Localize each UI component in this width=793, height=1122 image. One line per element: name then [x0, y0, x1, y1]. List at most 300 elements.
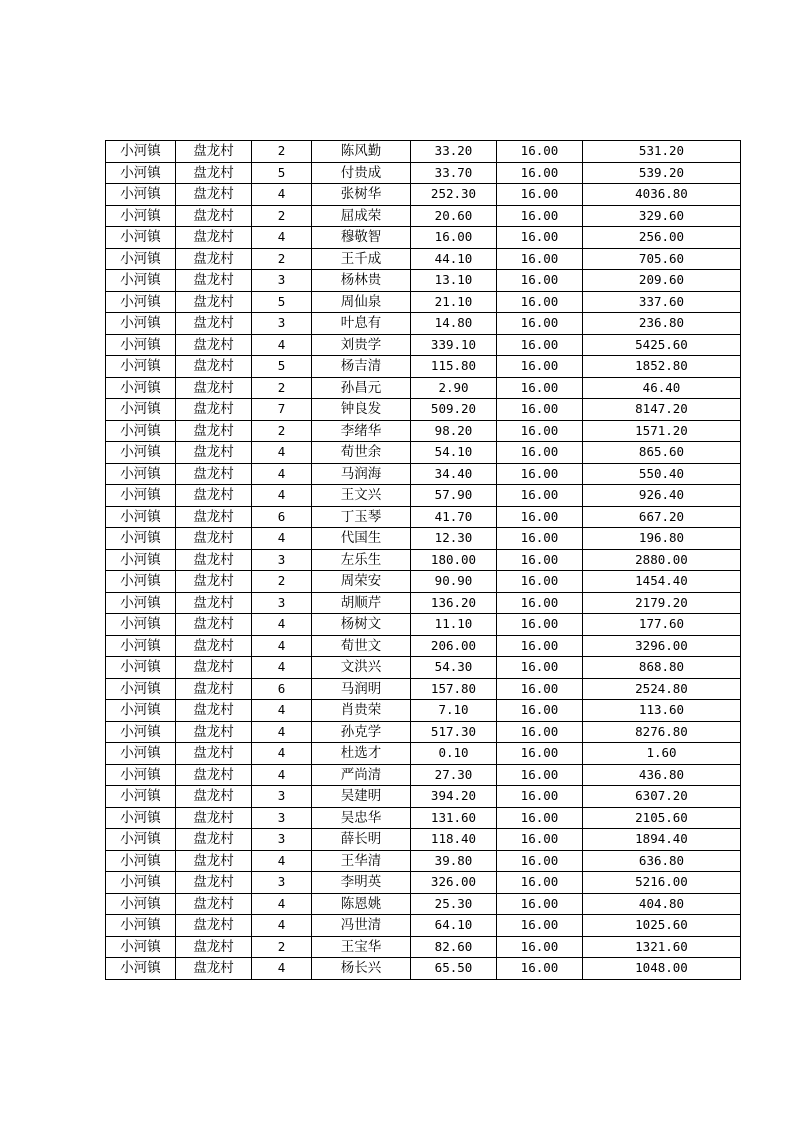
person-name-cell: 刘贵学 — [312, 334, 411, 356]
town-cell: 小河镇 — [106, 334, 176, 356]
table-row — [106, 678, 741, 700]
area-cell: 339.10 — [411, 334, 497, 356]
area-cell: 118.40 — [411, 829, 497, 851]
household-size-cell: 6 — [252, 678, 312, 700]
table-row — [106, 872, 741, 894]
table-row — [106, 141, 741, 163]
rate-cell: 16.00 — [497, 958, 583, 980]
table-row — [106, 334, 741, 356]
table-row — [106, 227, 741, 249]
town-cell: 小河镇 — [106, 764, 176, 786]
table-row — [106, 786, 741, 808]
amount-cell: 337.60 — [583, 291, 741, 313]
rate-cell: 16.00 — [497, 399, 583, 421]
town-cell: 小河镇 — [106, 614, 176, 636]
village-cell: 盘龙村 — [176, 313, 252, 335]
rate-cell: 16.00 — [497, 334, 583, 356]
table-row — [106, 356, 741, 378]
amount-cell: 2105.60 — [583, 807, 741, 829]
village-cell: 盘龙村 — [176, 657, 252, 679]
table-row — [106, 614, 741, 636]
person-name-cell: 马润海 — [312, 463, 411, 485]
area-cell: 509.20 — [411, 399, 497, 421]
household-size-cell: 2 — [252, 571, 312, 593]
rate-cell: 16.00 — [497, 678, 583, 700]
amount-cell: 539.20 — [583, 162, 741, 184]
amount-cell: 667.20 — [583, 506, 741, 528]
area-cell: 2.90 — [411, 377, 497, 399]
rate-cell: 16.00 — [497, 291, 583, 313]
person-name-cell: 李明英 — [312, 872, 411, 894]
table-row — [106, 528, 741, 550]
rate-cell: 16.00 — [497, 850, 583, 872]
household-size-cell: 4 — [252, 721, 312, 743]
person-name-cell: 周荣安 — [312, 571, 411, 593]
village-cell: 盘龙村 — [176, 528, 252, 550]
town-cell: 小河镇 — [106, 635, 176, 657]
village-cell: 盘龙村 — [176, 506, 252, 528]
village-cell: 盘龙村 — [176, 571, 252, 593]
table-row — [106, 162, 741, 184]
amount-cell: 196.80 — [583, 528, 741, 550]
person-name-cell: 陈恩姚 — [312, 893, 411, 915]
area-cell: 41.70 — [411, 506, 497, 528]
area-cell: 157.80 — [411, 678, 497, 700]
town-cell: 小河镇 — [106, 442, 176, 464]
town-cell: 小河镇 — [106, 162, 176, 184]
table-row — [106, 700, 741, 722]
person-name-cell: 王千成 — [312, 248, 411, 270]
town-cell: 小河镇 — [106, 463, 176, 485]
town-cell: 小河镇 — [106, 721, 176, 743]
village-cell: 盘龙村 — [176, 184, 252, 206]
person-name-cell: 王宝华 — [312, 936, 411, 958]
table-row — [106, 936, 741, 958]
table-row — [106, 807, 741, 829]
household-size-cell: 2 — [252, 205, 312, 227]
rate-cell: 16.00 — [497, 141, 583, 163]
table-row — [106, 915, 741, 937]
table-row — [106, 743, 741, 765]
amount-cell: 8276.80 — [583, 721, 741, 743]
household-size-cell: 4 — [252, 958, 312, 980]
village-cell: 盘龙村 — [176, 270, 252, 292]
village-cell: 盘龙村 — [176, 850, 252, 872]
area-cell: 39.80 — [411, 850, 497, 872]
person-name-cell: 陈风勤 — [312, 141, 411, 163]
table-row — [106, 571, 741, 593]
person-name-cell: 钟良发 — [312, 399, 411, 421]
town-cell: 小河镇 — [106, 807, 176, 829]
village-cell: 盘龙村 — [176, 893, 252, 915]
rate-cell: 16.00 — [497, 807, 583, 829]
area-cell: 90.90 — [411, 571, 497, 593]
table-row — [106, 399, 741, 421]
household-size-cell: 2 — [252, 420, 312, 442]
amount-cell: 236.80 — [583, 313, 741, 335]
village-cell: 盘龙村 — [176, 807, 252, 829]
person-name-cell: 文洪兴 — [312, 657, 411, 679]
amount-cell: 1571.20 — [583, 420, 741, 442]
rate-cell: 16.00 — [497, 356, 583, 378]
table-row — [106, 850, 741, 872]
town-cell: 小河镇 — [106, 420, 176, 442]
amount-cell: 926.40 — [583, 485, 741, 507]
household-size-cell: 4 — [252, 184, 312, 206]
rate-cell: 16.00 — [497, 700, 583, 722]
town-cell: 小河镇 — [106, 958, 176, 980]
table-row — [106, 635, 741, 657]
table-row — [106, 958, 741, 980]
area-cell: 21.10 — [411, 291, 497, 313]
person-name-cell: 代国生 — [312, 528, 411, 550]
town-cell: 小河镇 — [106, 506, 176, 528]
household-size-cell: 4 — [252, 893, 312, 915]
area-cell: 14.80 — [411, 313, 497, 335]
rate-cell: 16.00 — [497, 829, 583, 851]
household-size-cell: 4 — [252, 334, 312, 356]
village-cell: 盘龙村 — [176, 334, 252, 356]
rate-cell: 16.00 — [497, 485, 583, 507]
person-name-cell: 肖贵荣 — [312, 700, 411, 722]
area-cell: 13.10 — [411, 270, 497, 292]
town-cell: 小河镇 — [106, 291, 176, 313]
table-row — [106, 592, 741, 614]
village-cell: 盘龙村 — [176, 614, 252, 636]
household-size-cell: 4 — [252, 915, 312, 937]
household-size-cell: 3 — [252, 829, 312, 851]
amount-cell: 1025.60 — [583, 915, 741, 937]
amount-cell: 1321.60 — [583, 936, 741, 958]
rate-cell: 16.00 — [497, 635, 583, 657]
household-size-cell: 4 — [252, 227, 312, 249]
household-size-cell: 3 — [252, 807, 312, 829]
person-name-cell: 薛长明 — [312, 829, 411, 851]
amount-cell: 2880.00 — [583, 549, 741, 571]
household-size-cell: 4 — [252, 463, 312, 485]
village-cell: 盘龙村 — [176, 958, 252, 980]
town-cell: 小河镇 — [106, 936, 176, 958]
town-cell: 小河镇 — [106, 356, 176, 378]
village-cell: 盘龙村 — [176, 356, 252, 378]
area-cell: 11.10 — [411, 614, 497, 636]
area-cell: 64.10 — [411, 915, 497, 937]
amount-cell: 636.80 — [583, 850, 741, 872]
household-size-cell: 5 — [252, 291, 312, 313]
household-size-cell: 4 — [252, 442, 312, 464]
area-cell: 33.20 — [411, 141, 497, 163]
area-cell: 54.10 — [411, 442, 497, 464]
area-cell: 25.30 — [411, 893, 497, 915]
village-cell: 盘龙村 — [176, 700, 252, 722]
area-cell: 0.10 — [411, 743, 497, 765]
household-size-cell: 4 — [252, 528, 312, 550]
town-cell: 小河镇 — [106, 141, 176, 163]
area-cell: 252.30 — [411, 184, 497, 206]
household-size-cell: 4 — [252, 635, 312, 657]
table-row — [106, 463, 741, 485]
rate-cell: 16.00 — [497, 936, 583, 958]
area-cell: 7.10 — [411, 700, 497, 722]
village-cell: 盘龙村 — [176, 635, 252, 657]
amount-cell: 4036.80 — [583, 184, 741, 206]
table-row — [106, 420, 741, 442]
table-row — [106, 506, 741, 528]
village-cell: 盘龙村 — [176, 721, 252, 743]
village-cell: 盘龙村 — [176, 463, 252, 485]
rate-cell: 16.00 — [497, 377, 583, 399]
area-cell: 115.80 — [411, 356, 497, 378]
village-cell: 盘龙村 — [176, 227, 252, 249]
amount-cell: 1048.00 — [583, 958, 741, 980]
rate-cell: 16.00 — [497, 506, 583, 528]
table-row — [106, 485, 741, 507]
town-cell: 小河镇 — [106, 850, 176, 872]
area-cell: 98.20 — [411, 420, 497, 442]
table-row — [106, 829, 741, 851]
table-row — [106, 248, 741, 270]
person-name-cell: 马润明 — [312, 678, 411, 700]
household-size-cell: 3 — [252, 549, 312, 571]
rate-cell: 16.00 — [497, 571, 583, 593]
person-name-cell: 严尚清 — [312, 764, 411, 786]
person-name-cell: 王华清 — [312, 850, 411, 872]
village-cell: 盘龙村 — [176, 764, 252, 786]
amount-cell: 1894.40 — [583, 829, 741, 851]
amount-cell: 2524.80 — [583, 678, 741, 700]
household-size-cell: 4 — [252, 743, 312, 765]
table-row — [106, 205, 741, 227]
rate-cell: 16.00 — [497, 893, 583, 915]
household-size-cell: 5 — [252, 162, 312, 184]
household-size-cell: 3 — [252, 872, 312, 894]
table-row — [106, 893, 741, 915]
village-cell: 盘龙村 — [176, 872, 252, 894]
amount-cell: 46.40 — [583, 377, 741, 399]
village-cell: 盘龙村 — [176, 786, 252, 808]
village-cell: 盘龙村 — [176, 549, 252, 571]
household-size-cell: 4 — [252, 764, 312, 786]
town-cell: 小河镇 — [106, 592, 176, 614]
rate-cell: 16.00 — [497, 463, 583, 485]
person-name-cell: 杨树文 — [312, 614, 411, 636]
amount-cell: 8147.20 — [583, 399, 741, 421]
rate-cell: 16.00 — [497, 786, 583, 808]
town-cell: 小河镇 — [106, 270, 176, 292]
household-size-cell: 4 — [252, 485, 312, 507]
data-table — [105, 140, 741, 980]
amount-cell: 404.80 — [583, 893, 741, 915]
person-name-cell: 叶息有 — [312, 313, 411, 335]
town-cell: 小河镇 — [106, 549, 176, 571]
table-row — [106, 377, 741, 399]
amount-cell: 531.20 — [583, 141, 741, 163]
household-size-cell: 3 — [252, 270, 312, 292]
village-cell: 盘龙村 — [176, 420, 252, 442]
village-cell: 盘龙村 — [176, 678, 252, 700]
rate-cell: 16.00 — [497, 184, 583, 206]
household-size-cell: 2 — [252, 248, 312, 270]
town-cell: 小河镇 — [106, 893, 176, 915]
rate-cell: 16.00 — [497, 915, 583, 937]
amount-cell: 1852.80 — [583, 356, 741, 378]
person-name-cell: 李绪华 — [312, 420, 411, 442]
area-cell: 65.50 — [411, 958, 497, 980]
table-row — [106, 270, 741, 292]
town-cell: 小河镇 — [106, 248, 176, 270]
area-cell: 57.90 — [411, 485, 497, 507]
rate-cell: 16.00 — [497, 442, 583, 464]
amount-cell: 2179.20 — [583, 592, 741, 614]
rate-cell: 16.00 — [497, 313, 583, 335]
town-cell: 小河镇 — [106, 743, 176, 765]
person-name-cell: 张树华 — [312, 184, 411, 206]
household-size-cell: 6 — [252, 506, 312, 528]
amount-cell: 256.00 — [583, 227, 741, 249]
area-cell: 12.30 — [411, 528, 497, 550]
amount-cell: 865.60 — [583, 442, 741, 464]
area-cell: 27.30 — [411, 764, 497, 786]
rate-cell: 16.00 — [497, 614, 583, 636]
amount-cell: 209.60 — [583, 270, 741, 292]
area-cell: 54.30 — [411, 657, 497, 679]
rate-cell: 16.00 — [497, 205, 583, 227]
rate-cell: 16.00 — [497, 528, 583, 550]
town-cell: 小河镇 — [106, 227, 176, 249]
rate-cell: 16.00 — [497, 721, 583, 743]
household-size-cell: 4 — [252, 657, 312, 679]
village-cell: 盘龙村 — [176, 743, 252, 765]
area-cell: 131.60 — [411, 807, 497, 829]
amount-cell: 705.60 — [583, 248, 741, 270]
person-name-cell: 孙克学 — [312, 721, 411, 743]
amount-cell: 177.60 — [583, 614, 741, 636]
village-cell: 盘龙村 — [176, 291, 252, 313]
rate-cell: 16.00 — [497, 248, 583, 270]
rate-cell: 16.00 — [497, 657, 583, 679]
table-row — [106, 442, 741, 464]
amount-cell: 868.80 — [583, 657, 741, 679]
town-cell: 小河镇 — [106, 571, 176, 593]
person-name-cell: 左乐生 — [312, 549, 411, 571]
household-size-cell: 3 — [252, 313, 312, 335]
rate-cell: 16.00 — [497, 549, 583, 571]
person-name-cell: 杜选才 — [312, 743, 411, 765]
area-cell: 82.60 — [411, 936, 497, 958]
rate-cell: 16.00 — [497, 872, 583, 894]
household-size-cell: 5 — [252, 356, 312, 378]
household-size-cell: 7 — [252, 399, 312, 421]
table-row — [106, 291, 741, 313]
town-cell: 小河镇 — [106, 915, 176, 937]
amount-cell: 329.60 — [583, 205, 741, 227]
village-cell: 盘龙村 — [176, 205, 252, 227]
village-cell: 盘龙村 — [176, 141, 252, 163]
town-cell: 小河镇 — [106, 377, 176, 399]
area-cell: 180.00 — [411, 549, 497, 571]
person-name-cell: 吴忠华 — [312, 807, 411, 829]
amount-cell: 1.60 — [583, 743, 741, 765]
household-size-cell: 2 — [252, 377, 312, 399]
village-cell: 盘龙村 — [176, 829, 252, 851]
village-cell: 盘龙村 — [176, 162, 252, 184]
table-row — [106, 313, 741, 335]
person-name-cell: 周仙泉 — [312, 291, 411, 313]
town-cell: 小河镇 — [106, 700, 176, 722]
person-name-cell: 杨林贵 — [312, 270, 411, 292]
area-cell: 44.10 — [411, 248, 497, 270]
person-name-cell: 冯世清 — [312, 915, 411, 937]
household-size-cell: 3 — [252, 592, 312, 614]
amount-cell: 5425.60 — [583, 334, 741, 356]
rate-cell: 16.00 — [497, 227, 583, 249]
village-cell: 盘龙村 — [176, 377, 252, 399]
person-name-cell: 荀世余 — [312, 442, 411, 464]
household-size-cell: 4 — [252, 850, 312, 872]
person-name-cell: 丁玉琴 — [312, 506, 411, 528]
area-cell: 16.00 — [411, 227, 497, 249]
household-size-cell: 4 — [252, 614, 312, 636]
rate-cell: 16.00 — [497, 420, 583, 442]
person-name-cell: 王文兴 — [312, 485, 411, 507]
village-cell: 盘龙村 — [176, 399, 252, 421]
area-cell: 394.20 — [411, 786, 497, 808]
person-name-cell: 吴建明 — [312, 786, 411, 808]
amount-cell: 3296.00 — [583, 635, 741, 657]
household-size-cell: 3 — [252, 786, 312, 808]
household-size-cell: 4 — [252, 700, 312, 722]
table-row — [106, 184, 741, 206]
amount-cell: 6307.20 — [583, 786, 741, 808]
town-cell: 小河镇 — [106, 786, 176, 808]
person-name-cell: 荀世文 — [312, 635, 411, 657]
town-cell: 小河镇 — [106, 528, 176, 550]
village-cell: 盘龙村 — [176, 936, 252, 958]
amount-cell: 113.60 — [583, 700, 741, 722]
village-cell: 盘龙村 — [176, 915, 252, 937]
village-cell: 盘龙村 — [176, 485, 252, 507]
person-name-cell: 杨长兴 — [312, 958, 411, 980]
area-cell: 34.40 — [411, 463, 497, 485]
household-size-cell: 2 — [252, 936, 312, 958]
amount-cell: 436.80 — [583, 764, 741, 786]
rate-cell: 16.00 — [497, 592, 583, 614]
town-cell: 小河镇 — [106, 485, 176, 507]
town-cell: 小河镇 — [106, 399, 176, 421]
person-name-cell: 杨吉清 — [312, 356, 411, 378]
town-cell: 小河镇 — [106, 205, 176, 227]
town-cell: 小河镇 — [106, 184, 176, 206]
area-cell: 326.00 — [411, 872, 497, 894]
rate-cell: 16.00 — [497, 764, 583, 786]
village-cell: 盘龙村 — [176, 248, 252, 270]
person-name-cell: 孙昌元 — [312, 377, 411, 399]
area-cell: 517.30 — [411, 721, 497, 743]
area-cell: 33.70 — [411, 162, 497, 184]
town-cell: 小河镇 — [106, 313, 176, 335]
table-body — [106, 141, 741, 980]
amount-cell: 5216.00 — [583, 872, 741, 894]
rate-cell: 16.00 — [497, 270, 583, 292]
person-name-cell: 胡顺芹 — [312, 592, 411, 614]
area-cell: 136.20 — [411, 592, 497, 614]
amount-cell: 550.40 — [583, 463, 741, 485]
table-row — [106, 549, 741, 571]
town-cell: 小河镇 — [106, 657, 176, 679]
town-cell: 小河镇 — [106, 678, 176, 700]
rate-cell: 16.00 — [497, 743, 583, 765]
rate-cell: 16.00 — [497, 162, 583, 184]
